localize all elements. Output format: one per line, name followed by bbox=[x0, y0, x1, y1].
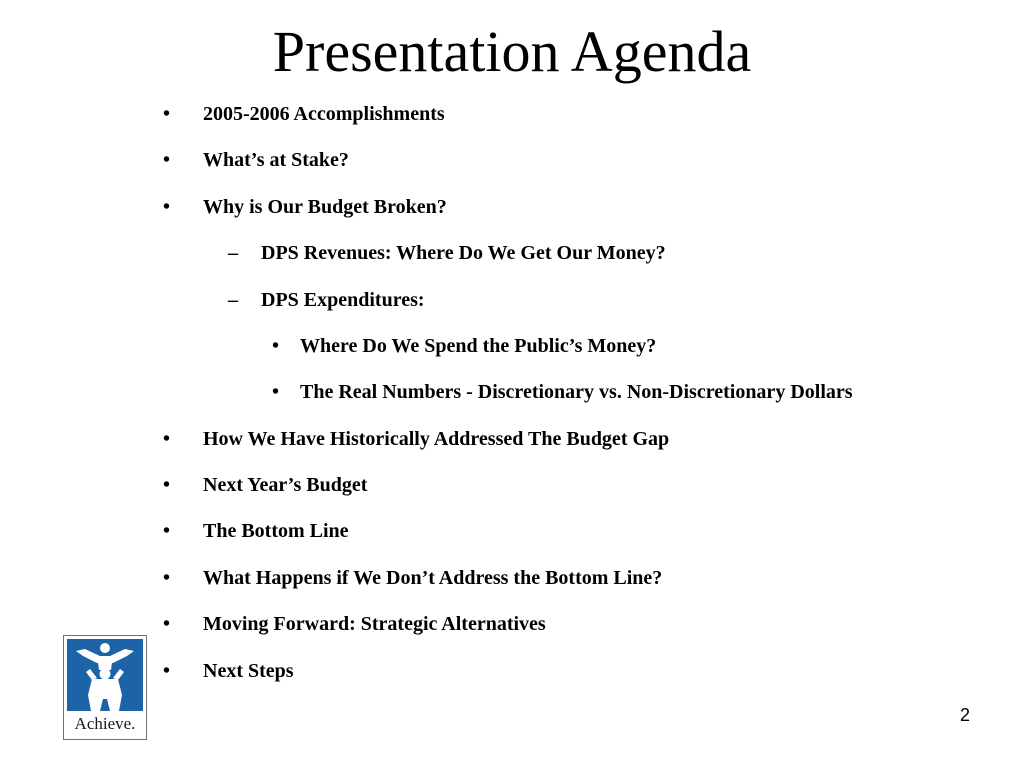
bullet-marker: • bbox=[272, 381, 280, 403]
agenda-item-text: Why is Our Budget Broken? bbox=[203, 196, 447, 218]
bullet-marker: • bbox=[163, 149, 171, 171]
agenda-item-text: How We Have Historically Addressed The Budget Gap bbox=[203, 428, 670, 450]
agenda-subitem-text: DPS Expenditures: bbox=[261, 289, 425, 311]
agenda-item-text: Next Steps bbox=[203, 660, 294, 682]
bullet-marker: • bbox=[163, 103, 171, 125]
parent-child-icon bbox=[67, 639, 143, 711]
bullet-marker: • bbox=[163, 567, 171, 589]
agenda-item-text: What Happens if We Don’t Address the Bottom Line? bbox=[203, 567, 663, 589]
slide-title: Presentation Agenda bbox=[272, 19, 752, 84]
bullet-marker: • bbox=[163, 196, 171, 218]
agenda-item-text: Next Year’s Budget bbox=[203, 474, 368, 496]
logo-wordmark: Achieve. bbox=[74, 714, 136, 733]
bullet-marker: • bbox=[163, 660, 171, 682]
agenda-item-text: What’s at Stake? bbox=[203, 149, 349, 171]
agenda-item-text: Moving Forward: Strategic Alternatives bbox=[203, 613, 546, 635]
bullet-marker: • bbox=[163, 613, 171, 635]
dash-marker: – bbox=[228, 242, 238, 264]
bullet-marker: • bbox=[163, 520, 171, 542]
agenda-item-text: The Bottom Line bbox=[203, 520, 349, 542]
bullet-marker: • bbox=[163, 474, 171, 496]
page-number: 2 bbox=[959, 705, 970, 725]
dash-marker: – bbox=[228, 289, 238, 311]
agenda-item-text: 2005-2006 Accomplishments bbox=[203, 103, 445, 125]
bullet-marker: • bbox=[163, 428, 171, 450]
agenda-subsubitem-text: Where Do We Spend the Public’s Money? bbox=[300, 335, 657, 357]
agenda-subsubitem-text: The Real Numbers - Discretionary vs. Non-Discretionary Dollars bbox=[300, 381, 853, 403]
bullet-marker: • bbox=[272, 335, 280, 357]
achieve-logo bbox=[63, 635, 147, 740]
agenda-subitem-text: DPS Revenues: Where Do We Get Our Money? bbox=[261, 242, 666, 264]
